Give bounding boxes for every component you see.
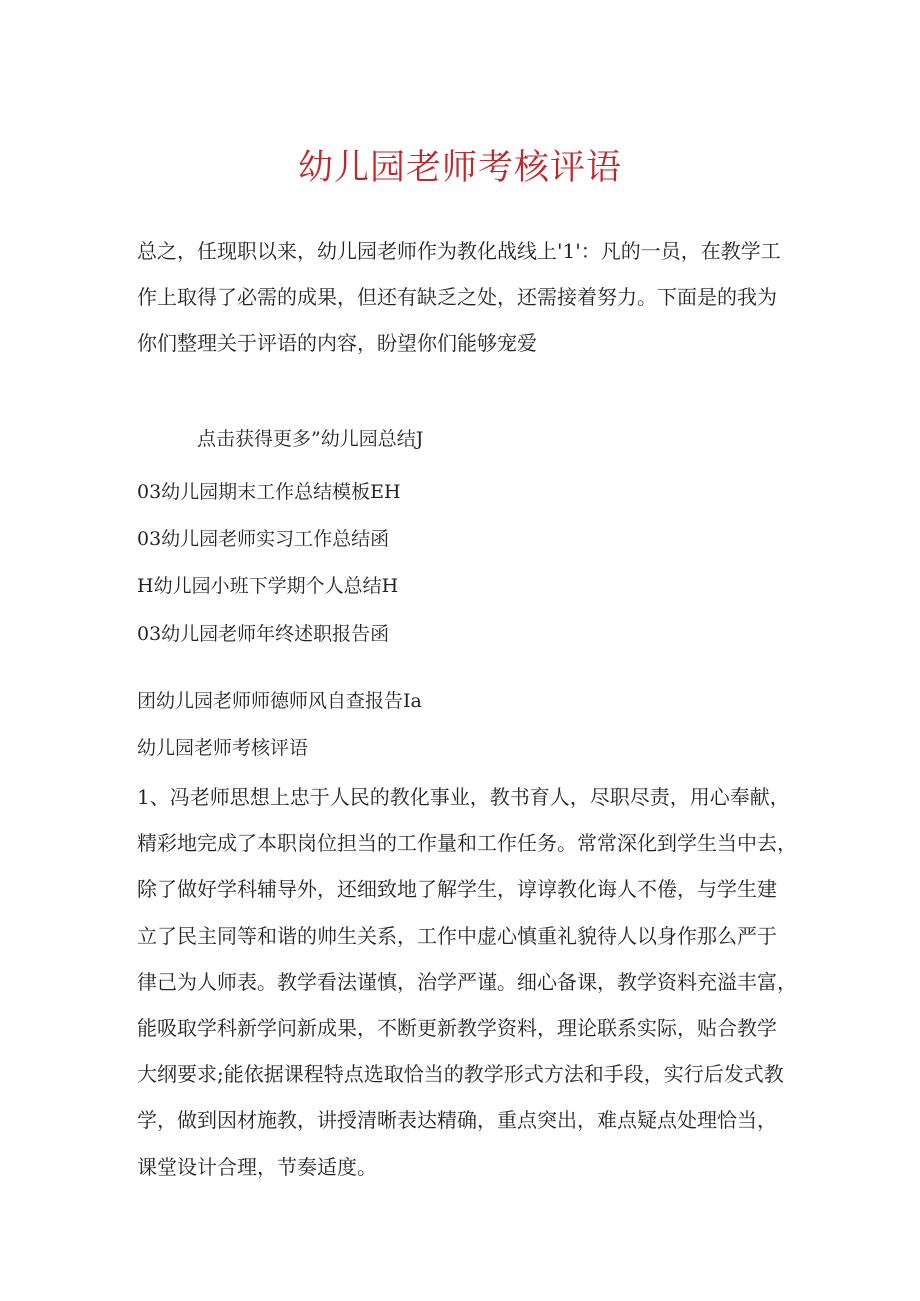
intro-line: 总之，任现职以来，幼儿园老师作为教化战线上'1'：凡的一员，在教学工 <box>137 239 781 263</box>
paragraph-line: 学，做到因材施教，讲授清晰表达精确，重点突出，难点疑点处理恰当， <box>137 1108 777 1133</box>
paragraph-line: 立了民主同等和谐的帅生关系，工作中虚心慎重礼貌待人以身作那么严于 <box>137 923 777 948</box>
paragraph-line: 除了做好学科辅导外，还细致地了解学生，谆谆教化诲人不倦，与学生建 <box>137 877 777 902</box>
intro-line: 你们整理关于评语的内容，盼望你们能够宠爱 <box>137 331 537 355</box>
intro-line: 作上取得了必需的成果，但还有缺乏之处，还需接着努力。下面是的我为 <box>137 285 777 309</box>
related-link[interactable]: H幼儿园小班下学期个人总结H <box>137 575 399 597</box>
document-title: 幼儿园老师考核评语 <box>297 148 622 188</box>
related-link[interactable]: 03幼儿园期末工作总结模板EH <box>137 481 401 503</box>
related-link[interactable]: 03幼儿园老师实习工作总结函 <box>137 528 390 550</box>
intro-paragraph <box>137 228 797 366</box>
comment-paragraph-1 <box>137 774 797 1190</box>
section-subtitle: 幼儿园老师考核评语 <box>137 737 309 759</box>
paragraph-line: 律己为人师表。教学看法谨慎，治学严谨。细心备课，教学资料充溢丰富， <box>137 969 797 994</box>
paragraph-line: 课堂设计合理，节奏适度。 <box>137 1154 377 1179</box>
related-link[interactable]: 03幼儿园老师年终述职报告函 <box>137 623 390 645</box>
more-links-label[interactable]: 点击获得更多”幼儿园总结J <box>197 428 424 450</box>
paragraph-line: 精彩地完成了本职岗位担当的工作量和工作任务。常常深化到学生当中去， <box>137 831 797 856</box>
paragraph-line: 能吸取学科新学问新成果，不断更新教学资料，理论联系实际，贴合教学 <box>137 1016 777 1041</box>
related-link[interactable]: 团幼儿园老师师德师风自查报告Ia <box>137 690 422 712</box>
paragraph-line: 大纲要求;能依据课程特点选取恰当的教学形式方法和手段，实行后发式教 <box>137 1062 784 1087</box>
paragraph-line: 1、冯老师思想上忠于人民的教化事业，教书育人，尽职尽责，用心奉献， <box>137 785 790 809</box>
